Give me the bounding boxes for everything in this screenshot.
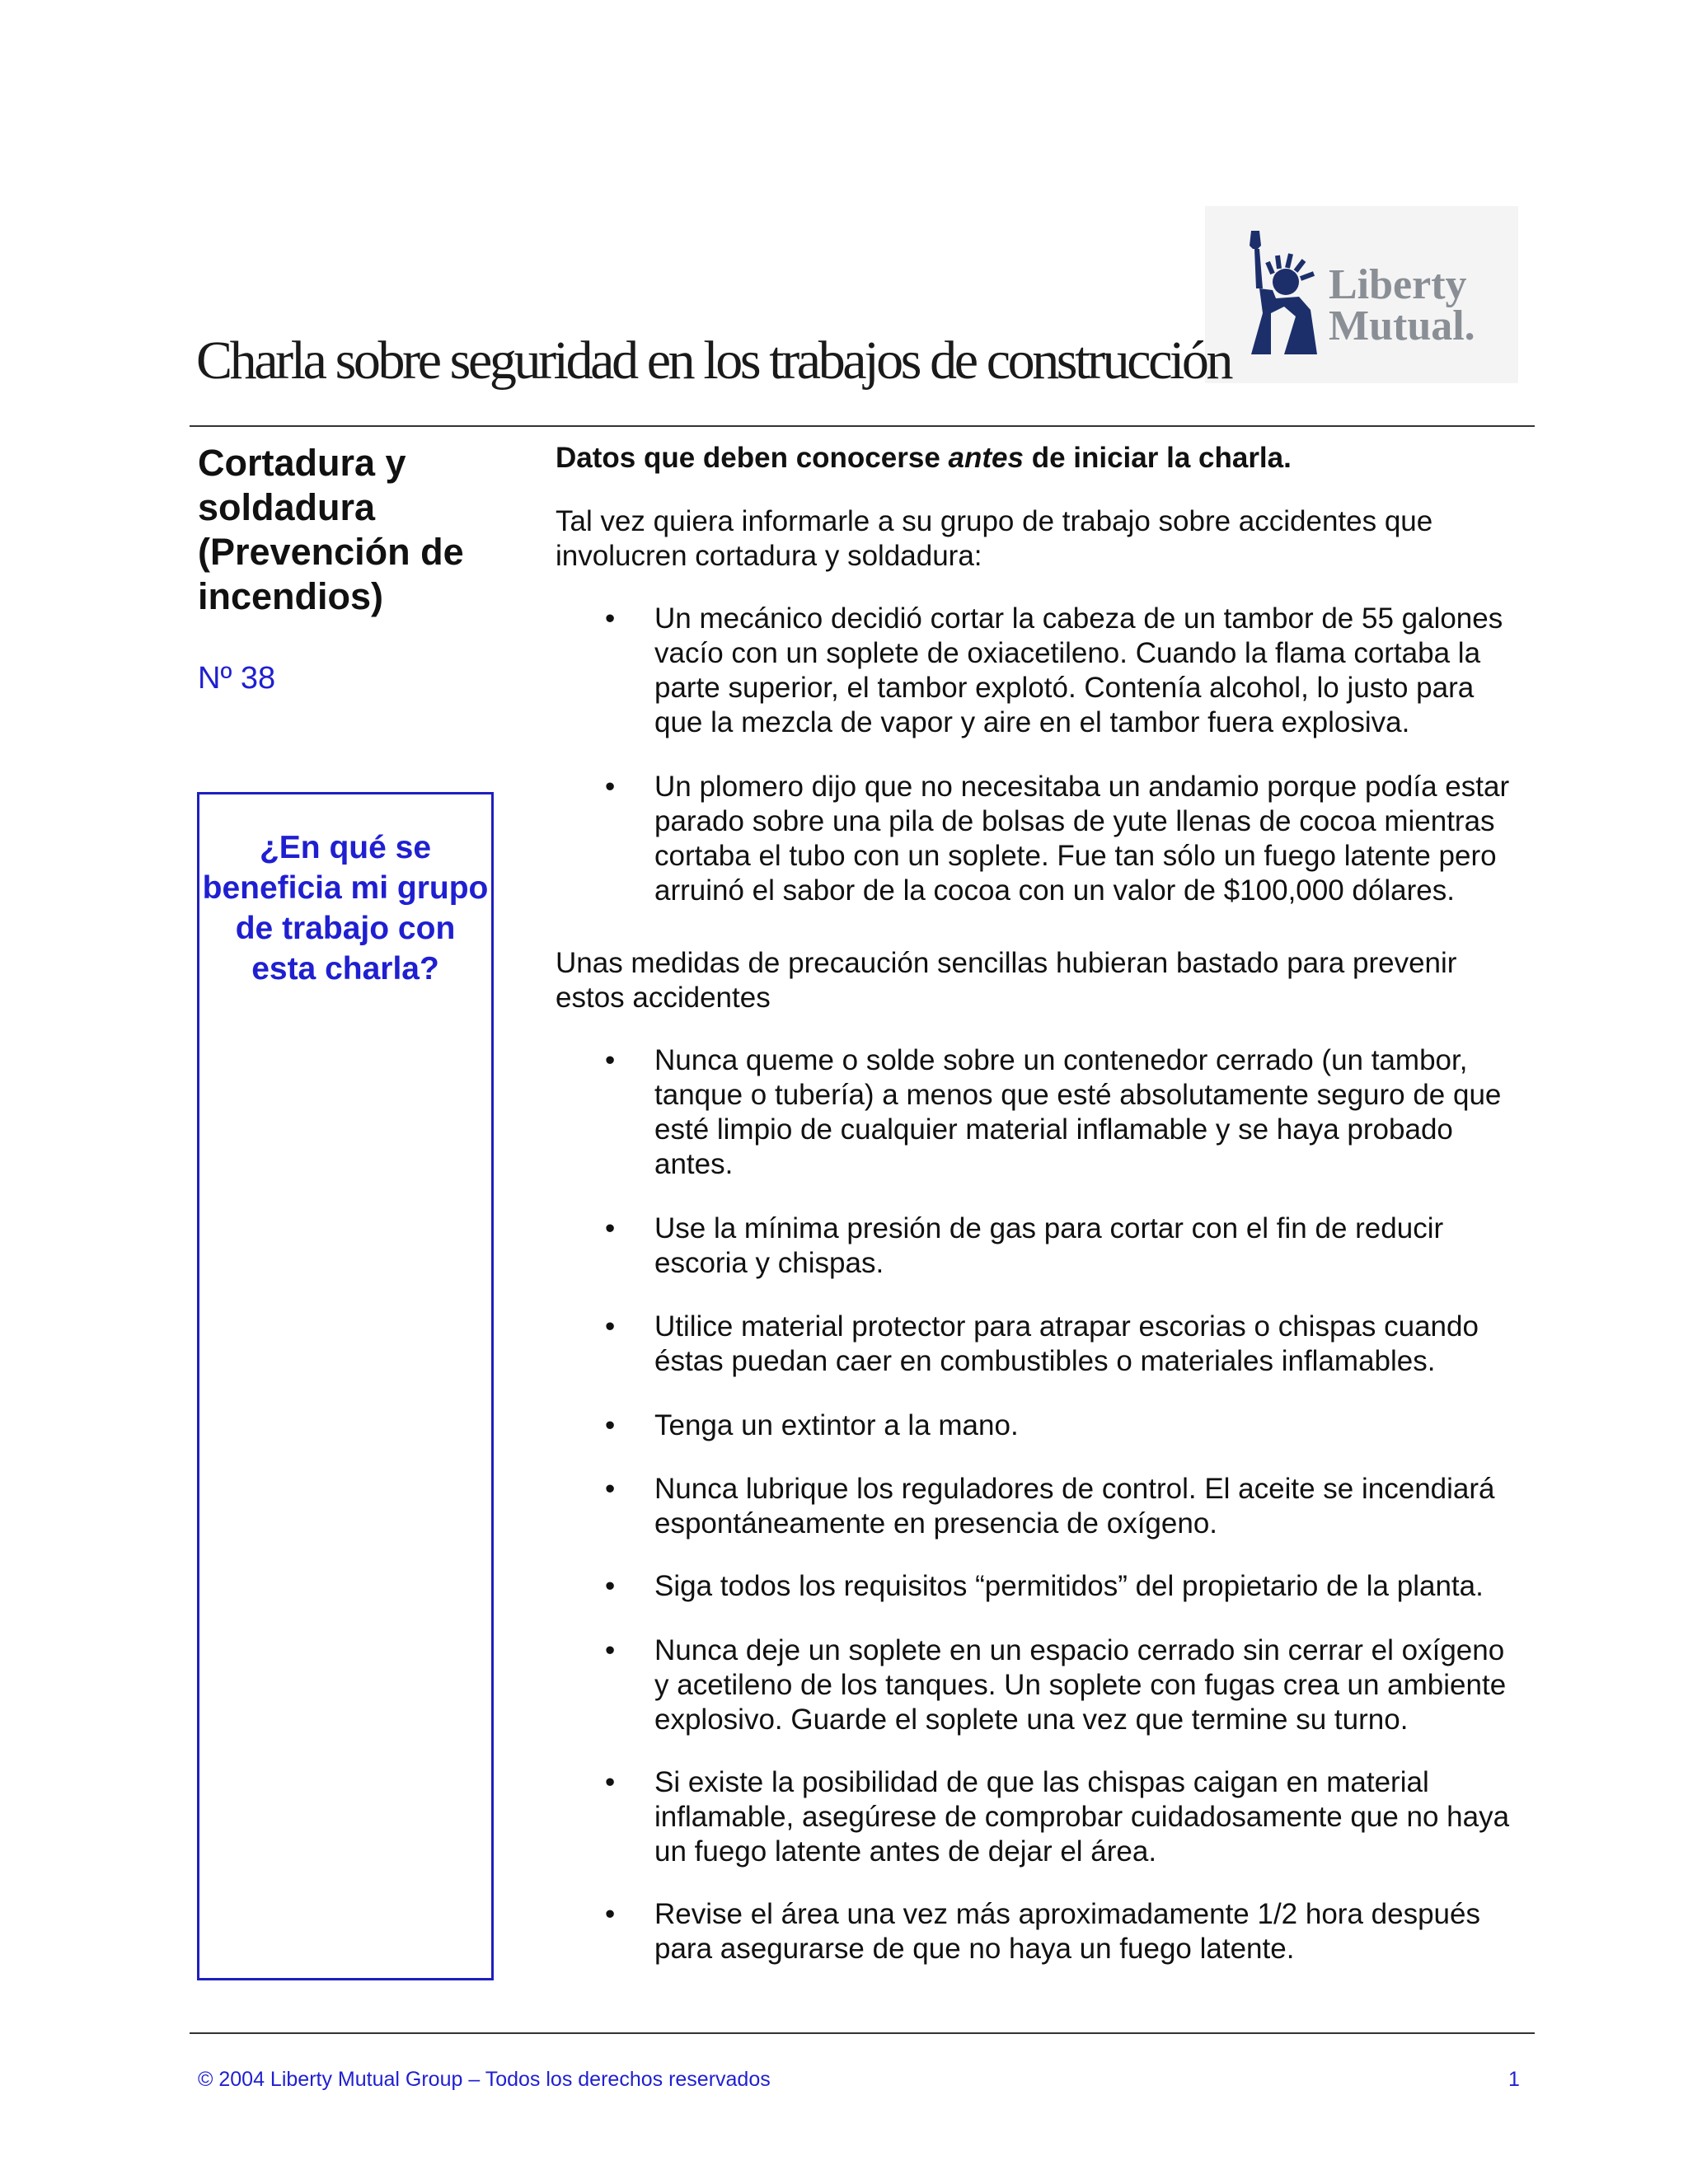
bullet-icon: • (605, 771, 616, 803)
bullet-icon: • (605, 602, 616, 635)
bullet-icon: • (605, 1044, 616, 1076)
intro-heading-suffix: de iniciar la charla. (1023, 442, 1292, 474)
accident-text: Un mecánico decidió cortar la cabeza de un tambor de 55 galones vacío con un soplete de oxiacetileno. Cuando la flama cortaba la parte superior, el tambor explotó. Contenía alcohol, lo justo para que la mezcla de vapor y aire en el tambor fuera explosiva. (654, 602, 1503, 738)
accident-text: Un plomero dijo que no necesitaba un andamio porque podía estar parado sobre una pila de bolsas de yute llenas de cocoa mientras cortaba el tubo con un soplete. Fue tan sólo un fuego latente pero arruinó el sabor de la cocoa con un valor de $100,000 dólares. (654, 771, 1510, 907)
precaution-item (605, 1310, 1520, 1379)
bullet-icon: • (605, 1212, 616, 1244)
logo-wordmark-line2: Mutual. (1329, 302, 1475, 349)
logo-wordmark-line1: Liberty (1329, 261, 1467, 308)
precaution-text: Tenga un extintor a la mano. (654, 1409, 1019, 1441)
precaution-text: Si existe la posibilidad de que las chispas caigan en material inflamable, asegúrese de comprobar cuidadosamente que no haya un fuego latente antes de dejar el área. (654, 1766, 1510, 1868)
precaution-text: Use la mínima presión de gas para cortar con el fin de reducir escoria y chispas. (654, 1212, 1444, 1279)
precaution-text: Siga todos los requisitos “permitidos” del propietario de la planta. (654, 1570, 1484, 1602)
bullet-icon: • (605, 1409, 616, 1441)
statue-of-liberty-icon (1235, 231, 1325, 354)
talk-number: Nº 38 (198, 661, 276, 696)
intro-paragraph: Tal vez quiera informarle a su grupo de trabajo sobre accidentes que involucren cortadura y soldadura: (556, 505, 1433, 572)
precaution-text: Utilice material protector para atrapar escorias o chispas cuando éstas puedan caer en combustibles o materiales inflamables. (654, 1310, 1479, 1377)
precaution-item (605, 1408, 1520, 1443)
precaution-item (605, 1633, 1520, 1737)
main-content (556, 440, 1545, 1965)
precaution-text: Nunca lubrique los reguladores de control. El aceite se incendiará espontáneamente en presencia de oxígeno. (654, 1473, 1495, 1540)
intro-heading-emphasis: antes (948, 442, 1024, 474)
intro-heading-prefix: Datos que deben conocerse (556, 442, 949, 474)
topic-title: Cortadura y soldadura (Prevención de incendios) (198, 442, 464, 617)
benefit-question: ¿En qué se beneficia mi grupo de trabajo con esta charla? (202, 830, 489, 987)
bullet-icon: • (605, 1898, 616, 1930)
page-number: 1 (1508, 2068, 1520, 2091)
accident-item (605, 770, 1520, 908)
precaution-text: Revise el área una vez más aproximadamente 1/2 hora después para asegurarse de que no haya un fuego latente. (654, 1898, 1480, 1965)
bullet-icon: • (605, 1766, 616, 1798)
precaution-item (605, 1765, 1520, 1869)
precaution-item (605, 1472, 1520, 1541)
footer-copyright: © 2004 Liberty Mutual Group – Todos los derechos reservados (198, 2068, 771, 2091)
precaution-text: Nunca queme o solde sobre un contenedor cerrado (un tambor, tanque o tubería) a menos que esté absolutamente seguro de que esté limpio de cualquier material inflamable y se haya probado antes. (654, 1044, 1502, 1180)
precautions-intro: Unas medidas de precaución sencillas hubieran bastado para prevenir estos accidentes (556, 947, 1457, 1014)
precaution-item (605, 1897, 1520, 1966)
intro-heading (556, 440, 1545, 476)
bullet-icon: • (605, 1310, 616, 1343)
document-title: Charla sobre seguridad en los trabajos de construcción (196, 330, 1231, 391)
benefit-box (197, 792, 494, 1980)
precaution-item (605, 1569, 1520, 1604)
bullet-icon: • (605, 1634, 616, 1666)
precaution-text: Nunca deje un soplete en un espacio cerrado sin cerrar el oxígeno y acetileno de los tanques. Un soplete con fugas crea un ambiente explosivo. Guarde el soplete una vez que termine su turno. (654, 1634, 1507, 1736)
accident-item (605, 602, 1520, 740)
liberty-mutual-logo (1205, 206, 1518, 383)
header-rule (190, 425, 1535, 427)
footer-rule (190, 2032, 1535, 2034)
precaution-item (605, 1043, 1520, 1182)
bullet-icon: • (605, 1473, 616, 1505)
precaution-item (605, 1212, 1520, 1281)
bullet-icon: • (605, 1570, 616, 1602)
